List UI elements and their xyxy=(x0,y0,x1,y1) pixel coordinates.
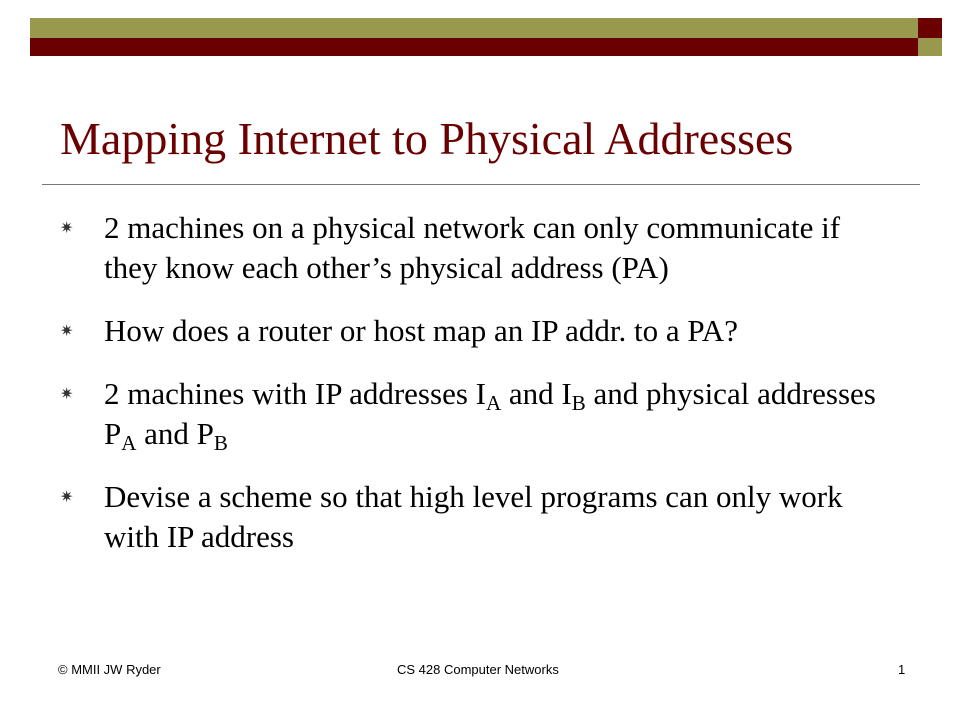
bullet-item-4 xyxy=(60,477,900,557)
title-divider xyxy=(42,184,920,185)
footer-course-title: CS 428 Computer Networks xyxy=(397,662,559,677)
bullet-text-part: and P xyxy=(136,416,214,451)
star-bullet-icon: ✷ xyxy=(60,487,74,506)
footer-page-number: 1 xyxy=(898,662,906,677)
subscript-a: A xyxy=(485,391,502,415)
bullet-item-2 xyxy=(60,311,900,351)
bullet-text-part: and physical addresses P xyxy=(104,376,876,451)
star-bullet-icon: ✷ xyxy=(60,218,74,237)
bullet-text-part: and I xyxy=(501,376,572,411)
slide-title: Mapping Internet to Physical Addresses xyxy=(60,113,794,164)
star-bullet-icon: ✷ xyxy=(60,321,74,340)
subscript-b: B xyxy=(213,431,228,455)
header-olive-strip xyxy=(30,18,918,38)
bullet-text: Devise a scheme so that high level programs can only work with IP address xyxy=(104,479,843,554)
bullet-text: 2 machines on a physical network can only communicate if they know each other’s physical address (PA) xyxy=(104,210,841,285)
footer-copyright: © MMII JW Ryder xyxy=(58,662,161,677)
header-maroon-bar xyxy=(30,38,918,56)
bullet-text xyxy=(104,376,876,455)
subscript-a: A xyxy=(121,431,137,455)
bullet-text: How does a router or host map an IP addr. to a PA? xyxy=(104,313,738,348)
bullet-text-part: 2 machines with IP addresses I xyxy=(104,376,486,411)
bullet-item-3 xyxy=(60,374,900,454)
header-corner-maroon-box xyxy=(918,18,942,38)
header-corner-olive-box xyxy=(918,38,942,56)
bullet-item-1 xyxy=(60,208,900,288)
bullet-list xyxy=(60,208,900,580)
subscript-b: B xyxy=(571,391,586,415)
star-bullet-icon: ✷ xyxy=(60,384,74,403)
